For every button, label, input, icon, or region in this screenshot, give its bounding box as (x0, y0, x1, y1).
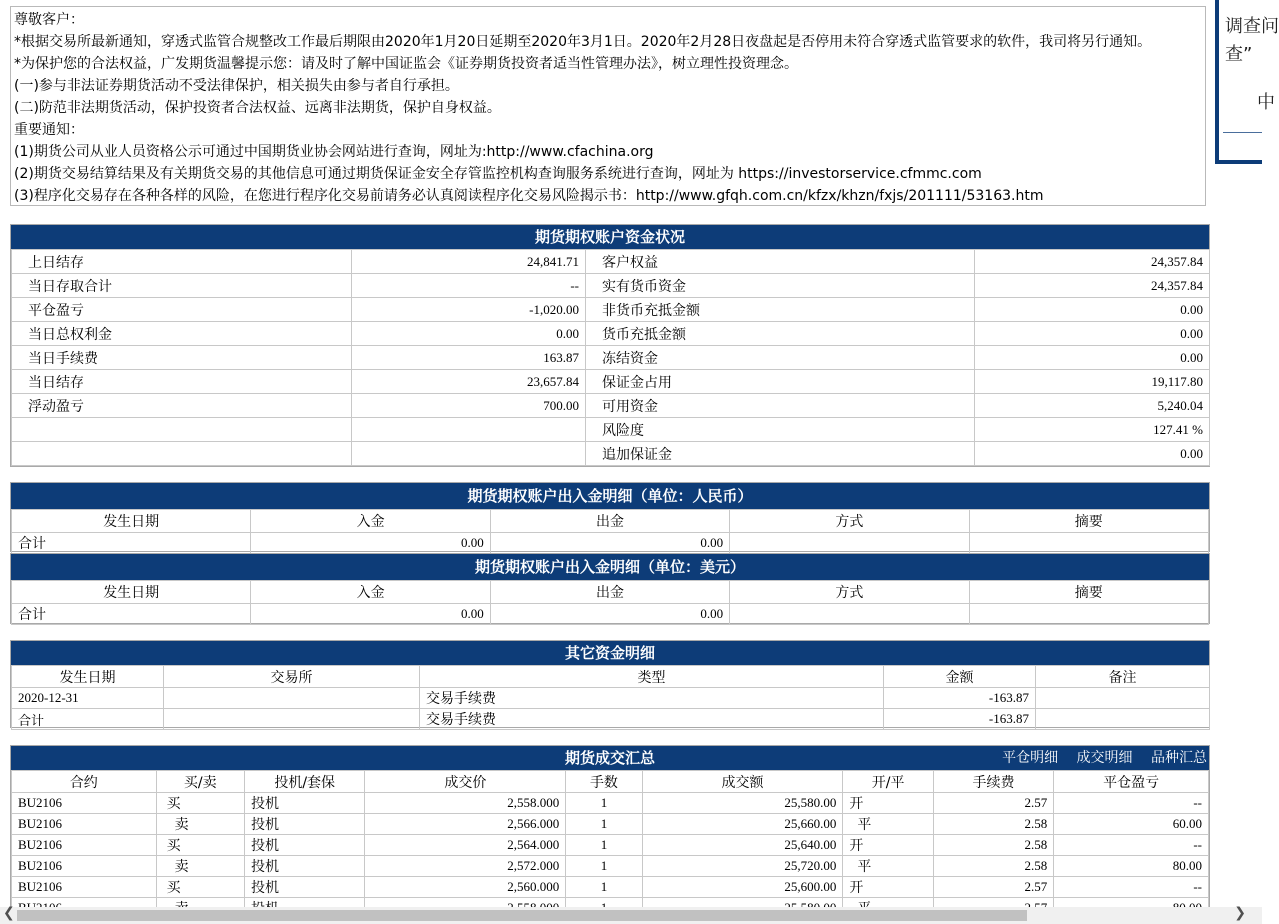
total-label: 合计 (12, 604, 251, 625)
column-header: 摘要 (969, 510, 1208, 533)
trade-summary-title: 期货成交汇总 (564, 749, 655, 767)
trade-hedge: 投机 (244, 856, 365, 877)
column-header: 发生日期 (12, 581, 251, 604)
trade-pnl: 80.00 (1054, 856, 1209, 877)
account-row (12, 298, 1210, 322)
side-panel-text: 中 (1257, 92, 1275, 113)
chevron-right-icon[interactable]: ❯ (1234, 905, 1246, 921)
cny-flow-grid (11, 509, 1209, 554)
trade-fee: 2.57 (933, 877, 1054, 898)
trade-hedge: 投机 (244, 877, 365, 898)
trade-qty: 1 (566, 856, 642, 877)
column-header: 出金 (490, 581, 729, 604)
other-amount: -163.87 (884, 688, 1036, 709)
column-header: 方式 (730, 510, 969, 533)
column-header: 入金 (251, 510, 490, 533)
trade-pnl: -- (1054, 835, 1209, 856)
account-value: -- (352, 274, 586, 298)
account-label: 上日结存 (12, 250, 352, 274)
total-in: 0.00 (251, 533, 490, 554)
trade-summary-links (988, 746, 1207, 770)
other-note (1036, 688, 1210, 709)
trade-pnl: 60.00 (1054, 814, 1209, 835)
link-product-summary[interactable]: 品种汇总 (1151, 750, 1207, 766)
trade-qty: 1 (566, 814, 642, 835)
side-panel-text: 查” (1225, 44, 1253, 65)
trade-fee: 2.58 (933, 814, 1054, 835)
account-label (12, 442, 352, 466)
account-row (12, 274, 1210, 298)
account-value: 24,841.71 (352, 250, 586, 274)
trade-oc: 平 (843, 856, 933, 877)
other-funds-grid (11, 665, 1210, 730)
table-row (12, 856, 1209, 877)
trade-hedge: 投机 (244, 814, 365, 835)
trade-summary-grid (11, 770, 1209, 919)
account-value (352, 418, 586, 442)
column-header: 平仓盈亏 (1054, 771, 1209, 793)
other-note (1036, 709, 1210, 730)
account-value: 0.00 (352, 322, 586, 346)
other-type: 交易手续费 (420, 688, 884, 709)
account-value: 700.00 (352, 394, 586, 418)
trade-price: 2,572.000 (365, 856, 566, 877)
link-trade-detail[interactable]: 成交明细 (1076, 750, 1133, 766)
account-row (12, 418, 1210, 442)
column-header: 买/卖 (156, 771, 244, 793)
trade-pnl: -- (1054, 877, 1209, 898)
other-type: 交易手续费 (420, 709, 884, 730)
account-label: 可用资金 (586, 394, 975, 418)
other-funds-table (10, 640, 1210, 728)
cny-flow-title: 期货期权账户出入金明细（单位：人民币） (11, 483, 1209, 509)
trade-amount: 25,580.00 (642, 793, 843, 814)
account-value: -1,020.00 (352, 298, 586, 322)
scrollbar-thumb[interactable] (17, 910, 1027, 921)
notice-line: *根据交易所最新通知，穿透式监管合规整改工作最后期限由2020年1月20日延期至2020年3月1日。2020年2月28日夜盘起是否停用未符合穿透式监管要求的软件，我司将另行通知。 (14, 34, 1152, 50)
account-row (12, 370, 1210, 394)
table-row (12, 877, 1209, 898)
account-value: 24,357.84 (975, 250, 1210, 274)
total-label: 合计 (12, 533, 251, 554)
trade-side: 买 (156, 877, 244, 898)
trade-oc: 开 (843, 835, 933, 856)
account-label: 浮动盈亏 (12, 394, 352, 418)
usd-flow-grid (11, 580, 1209, 625)
table-row (12, 835, 1209, 856)
trade-amount: 25,720.00 (642, 856, 843, 877)
column-header: 手数 (566, 771, 642, 793)
other-funds-title: 其它资金明细 (11, 641, 1209, 665)
trade-oc: 开 (843, 793, 933, 814)
notice-line: *为保护您的合法权益，广发期货温馨提示您：请及时了解中国证监会《证券期货投资者适当性管理办法》，树立理性投资理念。 (14, 56, 798, 72)
account-label: 货币充抵金额 (586, 322, 975, 346)
trade-fee: 2.57 (933, 793, 1054, 814)
total-out: 0.00 (490, 533, 729, 554)
total-in: 0.00 (251, 604, 490, 625)
column-header: 投机/套保 (244, 771, 365, 793)
account-status-table (10, 224, 1210, 467)
trade-oc: 开 (843, 877, 933, 898)
account-value (352, 442, 586, 466)
horizontal-scrollbar[interactable] (0, 907, 1262, 924)
column-header: 类型 (420, 666, 884, 688)
notice-line: (2)期货交易结算结果及有关期货交易的其他信息可通过期货保证金安全存管监控机构查询服务系统进行查询，网址为 https://investorservice.cfmmc.com (14, 166, 982, 182)
other-date: 合计 (12, 709, 164, 730)
table-row (12, 814, 1209, 835)
total-summary (969, 533, 1208, 554)
account-row (12, 442, 1210, 466)
account-value: 23,657.84 (352, 370, 586, 394)
column-header: 金额 (884, 666, 1036, 688)
other-amount: -163.87 (884, 709, 1036, 730)
account-label: 当日手续费 (12, 346, 352, 370)
trade-qty: 1 (566, 835, 642, 856)
column-header: 发生日期 (12, 510, 251, 533)
trade-contract: BU2106 (12, 793, 157, 814)
notice-panel (10, 6, 1206, 206)
account-label: 风险度 (586, 418, 975, 442)
column-header: 方式 (730, 581, 969, 604)
chevron-left-icon[interactable]: ❮ (3, 905, 15, 921)
account-value: 163.87 (352, 346, 586, 370)
account-value: 0.00 (975, 346, 1210, 370)
account-value: 0.00 (975, 442, 1210, 466)
trade-side: 买 (156, 793, 244, 814)
trade-side: 卖 (156, 856, 244, 877)
account-label: 当日结存 (12, 370, 352, 394)
account-status-grid (11, 249, 1210, 466)
trade-amount: 25,600.00 (642, 877, 843, 898)
link-close-detail[interactable]: 平仓明细 (1002, 750, 1059, 766)
trade-price: 2,566.000 (365, 814, 566, 835)
trade-fee: 2.58 (933, 835, 1054, 856)
column-header: 出金 (490, 510, 729, 533)
total-summary (969, 604, 1208, 625)
account-row (12, 250, 1210, 274)
account-value: 19,117.80 (975, 370, 1210, 394)
account-label: 平仓盈亏 (12, 298, 352, 322)
usd-flow-table (10, 553, 1210, 624)
account-status-title: 期货期权账户资金状况 (11, 225, 1209, 249)
notice-line: 重要通知： (14, 122, 84, 138)
trade-contract: BU2106 (12, 814, 157, 835)
account-label: 实有货币资金 (586, 274, 975, 298)
account-label: 当日总权利金 (12, 322, 352, 346)
account-value: 0.00 (975, 298, 1210, 322)
trade-side: 卖 (156, 814, 244, 835)
trade-pnl: -- (1054, 793, 1209, 814)
table-row (12, 688, 1210, 709)
trade-summary-table (10, 745, 1210, 915)
other-exchange (164, 709, 420, 730)
total-method (730, 533, 969, 554)
notice-line: (3)程序化交易存在各种各样的风险，在您进行程序化交易前请务必认真阅读程序化交易风险揭示书：http://www.gfqh.com.cn/kfzx/khzn/fxjs/201111/53163.htm (14, 188, 1044, 204)
account-row (12, 394, 1210, 418)
trade-price: 2,560.000 (365, 877, 566, 898)
account-label: 追加保证金 (586, 442, 975, 466)
table-row (12, 709, 1210, 730)
trade-price: 2,564.000 (365, 835, 566, 856)
account-label (12, 418, 352, 442)
column-header: 开/平 (843, 771, 933, 793)
notice-line: (二)防范非法期货活动，保护投资者合法权益、远离非法期货，保护自身权益。 (14, 100, 501, 116)
account-value: 24,357.84 (975, 274, 1210, 298)
total-out: 0.00 (490, 604, 729, 625)
trade-oc: 平 (843, 814, 933, 835)
column-header: 合约 (12, 771, 157, 793)
trade-hedge: 投机 (244, 835, 365, 856)
notice-line: (1)期货公司从业人员资格公示可通过中国期货业协会网站进行查询，网址为:http://www.cfachina.org (14, 144, 654, 160)
table-row (12, 793, 1209, 814)
trade-amount: 25,640.00 (642, 835, 843, 856)
column-header: 备注 (1036, 666, 1210, 688)
column-header: 摘要 (969, 581, 1208, 604)
side-panel-divider (1223, 132, 1262, 133)
trade-qty: 1 (566, 877, 642, 898)
trade-contract: BU2106 (12, 856, 157, 877)
column-header: 成交额 (642, 771, 843, 793)
trade-hedge: 投机 (244, 793, 365, 814)
column-header: 发生日期 (12, 666, 164, 688)
survey-side-panel[interactable] (1215, 0, 1279, 164)
other-exchange (164, 688, 420, 709)
column-header: 交易所 (164, 666, 420, 688)
trade-contract: BU2106 (12, 877, 157, 898)
account-row (12, 346, 1210, 370)
trade-side: 买 (156, 835, 244, 856)
trade-fee: 2.58 (933, 856, 1054, 877)
account-label: 客户权益 (586, 250, 975, 274)
notice-line: 尊敬客户： (14, 12, 84, 28)
trade-qty: 1 (566, 793, 642, 814)
usd-flow-title: 期货期权账户出入金明细（单位：美元） (11, 554, 1209, 580)
trade-price: 2,558.000 (365, 793, 566, 814)
column-header: 入金 (251, 581, 490, 604)
trade-amount: 25,660.00 (642, 814, 843, 835)
trade-contract: BU2106 (12, 835, 157, 856)
account-label: 非货币充抵金额 (586, 298, 975, 322)
side-panel-text: 调查问 (1225, 16, 1279, 37)
other-date: 2020-12-31 (12, 688, 164, 709)
account-label: 当日存取合计 (12, 274, 352, 298)
account-label: 冻结资金 (586, 346, 975, 370)
trade-summary-header (11, 746, 1209, 770)
account-value: 5,240.04 (975, 394, 1210, 418)
account-label: 保证金占用 (586, 370, 975, 394)
account-value: 127.41 % (975, 418, 1210, 442)
column-header: 成交价 (365, 771, 566, 793)
account-row (12, 322, 1210, 346)
cny-flow-table (10, 482, 1210, 552)
account-value: 0.00 (975, 322, 1210, 346)
column-header: 手续费 (933, 771, 1054, 793)
notice-line: (一)参与非法证券期货活动不受法律保护，相关损失由参与者自行承担。 (14, 78, 459, 94)
total-method (730, 604, 969, 625)
